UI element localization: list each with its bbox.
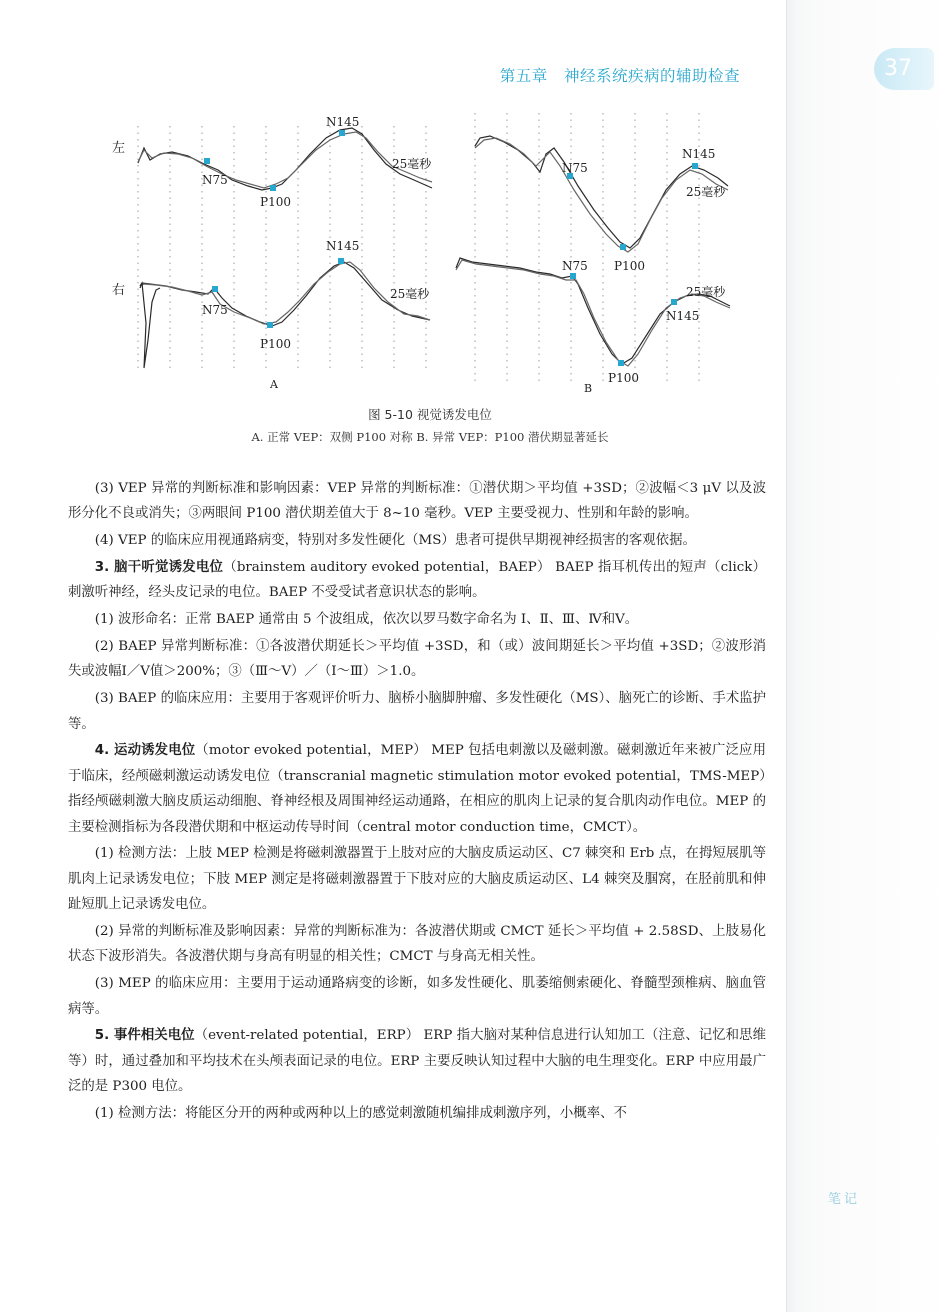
paragraph: 5. 事件相关电位（event-related potential，ERP） ERP 指大脑对某种信息进行认知加工（注意、记忆和思维等）时，通过叠加和平均技术在头颅表面记录的电位。ERP 主要反映认知过程中大脑的电生理变化。ERP 中应用最广泛的是 P300 电位。	[68, 1028, 766, 1095]
label-b-bot-n145: N145	[666, 309, 700, 323]
label-left: 左	[112, 141, 126, 156]
wave-a-right-2	[140, 262, 430, 324]
paragraph: (1) 检测方法：将能区分开的两种或两种以上的感觉刺激随机编排成刺激序列，小概率、不	[94, 1106, 627, 1122]
paragraph: 3. 脑干听觉诱发电位（brainstem auditory evoked potential，BAEP） BAEP 指耳机传出的短声（click）刺激听神经，经头皮记录的电位。BAEP 不受受试者意识状态的影响。	[68, 560, 766, 601]
marker-a-top-p100	[270, 185, 276, 191]
section-heading: 5. 事件相关电位	[94, 1028, 195, 1044]
paragraph: (2) BAEP 异常判断标准：①各波潜伏期延长＞平均值 +3SD，和（或）波间期延长＞平均值 +3SD；②波形消失或波幅Ⅰ／Ⅴ值＞200%；③（Ⅲ～Ⅴ）／（Ⅰ～Ⅲ）＞1.0。	[68, 639, 766, 680]
paragraph: (1) 检测方法：上肢 MEP 检测是将磁刺激器置于上肢对应的大脑皮质运动区、C7 棘突和 Erb 点，在拇短展肌等肌肉上记录诱发电位；下肢 MEP 测定是将磁刺激器置于下肢对应的大脑皮质运动区、L4 棘突及腘窝，在胫前肌和伸趾短肌上记录诱发电位。	[68, 846, 766, 913]
paragraph: (3) MEP 的临床应用：主要用于运动通路病变的诊断，如多发性硬化、肌萎缩侧索硬化、脊髓型颈椎病、脑血管病等。	[68, 976, 766, 1017]
wave-a-left-1	[138, 128, 432, 190]
paragraph: 4. 运动诱发电位（motor evoked potential，MEP） MEP 包括电刺激以及磁刺激。磁刺激近年来被广泛应用于临床，经颅磁刺激运动诱发电位（transcranial magnetic stimulation motor evoked potential，TMS-MEP）指经颅磁刺激大脑皮质运动细胞、脊神经根及周围神经运动通路，在相应的肌肉上记录的复合肌肉动作电位。MEP 的主要检测指标为各段潜伏期和中枢运动传导时间（central motor conduction time，CMCT）。	[68, 743, 766, 835]
wave-a-left-2	[138, 132, 432, 188]
label-right: 右	[112, 283, 126, 298]
marker-a-top-n75	[204, 158, 210, 164]
label-a-bot-ms: 25毫秒	[390, 287, 430, 301]
section-heading: 4. 运动诱发电位	[94, 743, 196, 759]
marker-b-bot-n145	[671, 299, 677, 305]
caption-subtitle: A. 正常 VEP：双侧 P100 对称 B. 异常 VEP：P100 潜伏期显著延长	[251, 430, 609, 444]
caption-title: 图 5-10 视觉诱发电位	[368, 407, 492, 422]
label-b-top-p100: P100	[614, 259, 645, 273]
margin-notes-label: 笔记	[828, 1192, 861, 1207]
wave-a-right-stim	[140, 283, 160, 368]
marker-a-top-n145	[339, 130, 345, 136]
label-b-top-n75: N75	[562, 161, 588, 175]
section-heading: 3. 脑干听觉诱发电位	[94, 560, 224, 575]
label-b-bot-n75: N75	[562, 259, 588, 273]
label-b-top-ms: 25毫秒	[686, 185, 726, 199]
label-a-bot-n145: N145	[326, 239, 360, 253]
body-text	[68, 476, 766, 1128]
vep-waveforms	[100, 108, 760, 408]
label-b-top-n145: N145	[682, 147, 716, 161]
marker-b-top-p100	[620, 244, 626, 250]
running-header	[440, 64, 740, 86]
figure-caption	[100, 404, 760, 448]
marker-b-bot-n75	[570, 273, 576, 279]
label-a-bot-n75: N75	[202, 303, 228, 317]
marker-a-bot-n145	[338, 258, 344, 264]
label-a-top-ms: 25毫秒	[392, 157, 432, 171]
label-a-top-n145: N145	[326, 115, 360, 129]
wave-a-right-1	[140, 262, 430, 326]
paragraph: (3) VEP 异常的判断标准和影响因素：VEP 异常的判断标准：①潜伏期＞平均值 +3SD；②波幅＜3 μV 以及波形分化不良或消失；③两眼间 P100 潜伏期差值大于 8~10 毫秒。VEP 主要受视力、性别和年龄的影响。	[68, 481, 766, 522]
marker-b-bot-p100	[618, 360, 624, 366]
vep-figure	[100, 108, 760, 408]
label-a-letter: A	[270, 378, 278, 391]
label-a-top-n75: N75	[202, 173, 228, 187]
paragraph: (4) VEP 的临床应用视通路病变，特别对多发性硬化（MS）患者可提供早期视神经损害的客观依据。	[94, 533, 696, 549]
page-spine-shade	[786, 0, 950, 1312]
paragraph: (2) 异常的判断标准及影响因素：异常的判断标准为：各波潜伏期或 CMCT 延长＞平均值 + 2.58SD、上肢易化状态下波形消失。各波潜伏期与身高有明显的相关性；CMCT 与身高无相关性。	[68, 924, 766, 965]
marker-a-bot-n75	[212, 286, 218, 292]
paragraph: (1) 波形命名：正常 BAEP 通常由 5 个波组成，依次以罗马数字命名为 Ⅰ、Ⅱ、Ⅲ、Ⅳ和Ⅴ。	[94, 612, 639, 628]
label-b-letter: B	[584, 382, 593, 395]
chapter-number: 第五章	[499, 67, 548, 85]
page-number-tab: 37	[874, 48, 934, 90]
label-a-bot-p100: P100	[260, 337, 291, 351]
label-b-bot-ms: 25毫秒	[686, 285, 726, 299]
marker-b-top-n145	[692, 163, 698, 169]
paragraph: (3) BAEP 的临床应用：主要用于客观评价听力、脑桥小脑脚肿瘤、多发性硬化（MS）、脑死亡的诊断、手术监护等。	[68, 691, 766, 732]
label-b-bot-p100: P100	[608, 371, 639, 385]
chapter-title: 神经系统疾病的辅助检查	[563, 67, 740, 85]
marker-a-bot-p100	[267, 322, 273, 328]
label-a-top-p100: P100	[260, 195, 291, 209]
